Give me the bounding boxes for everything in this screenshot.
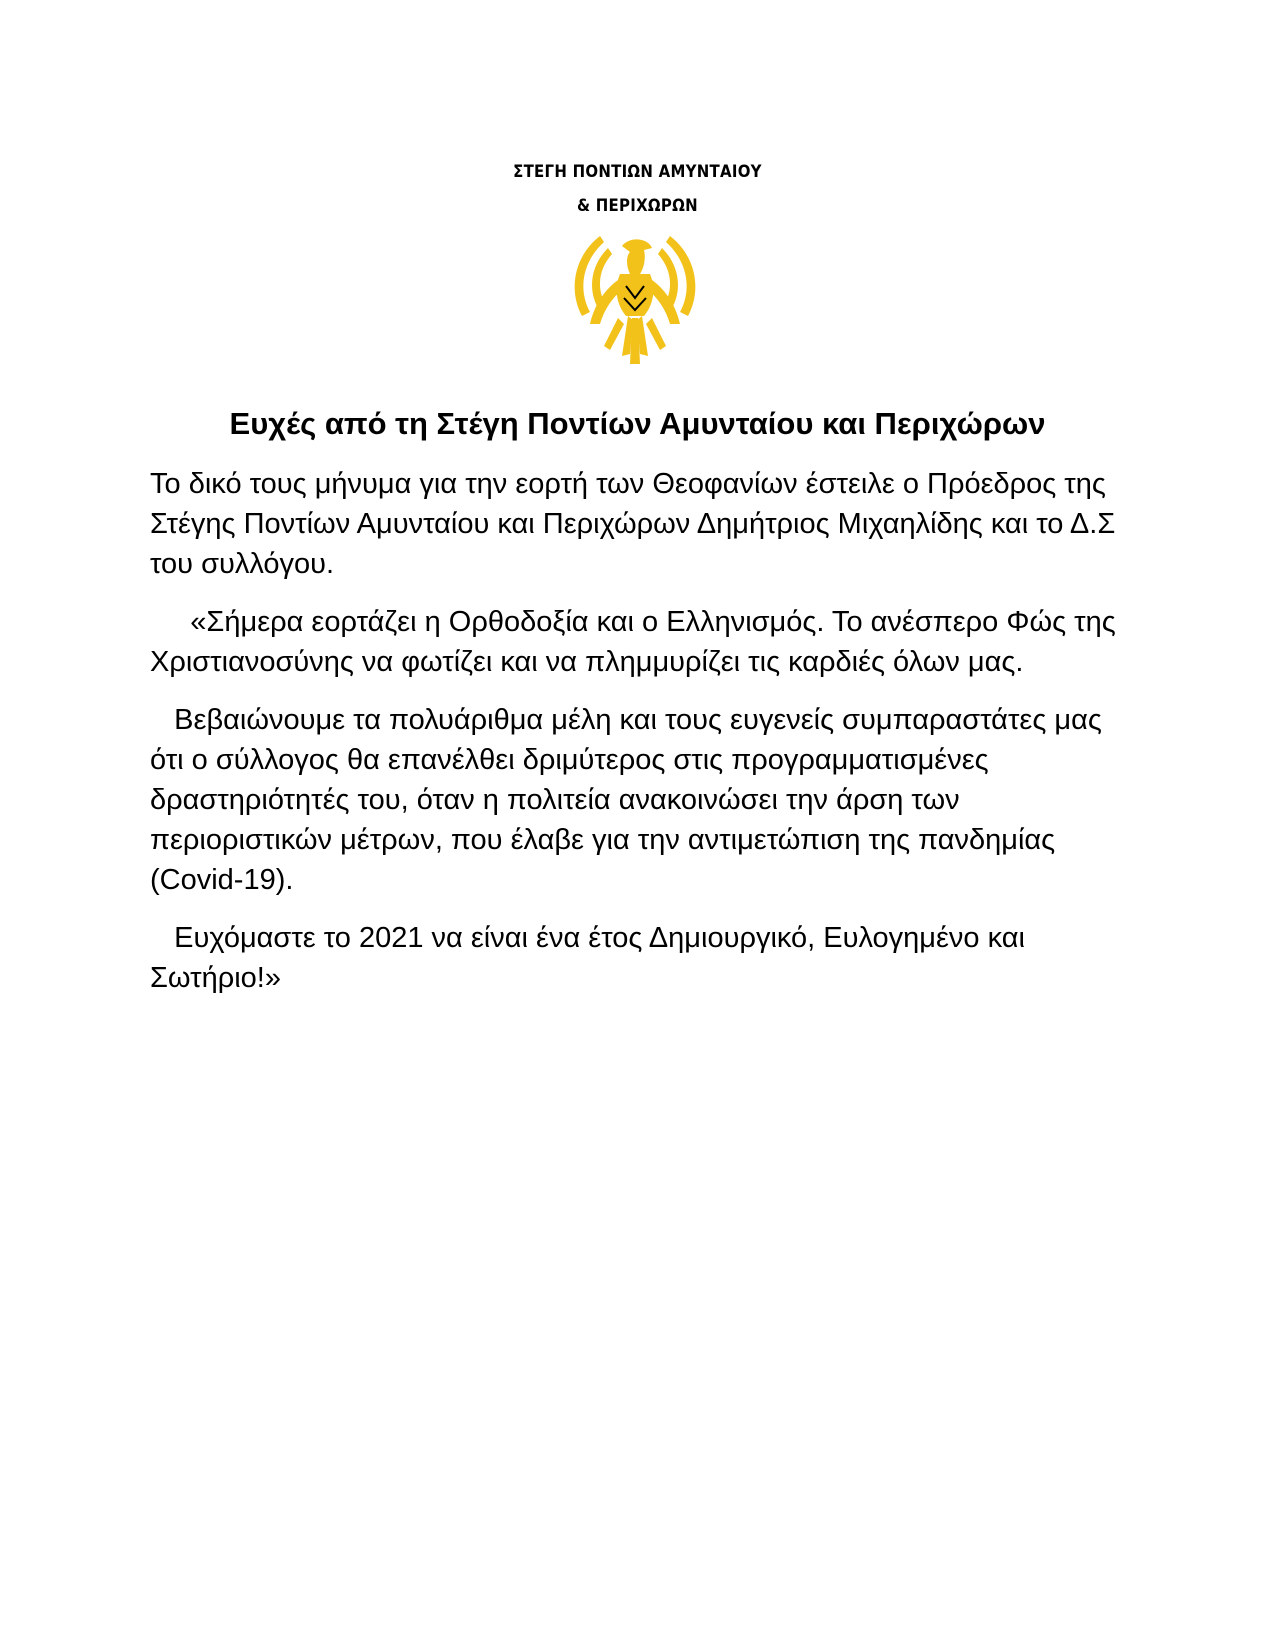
- org-name-line-1: ΣΤΕΓΗ ΠΟΝΤΙΩΝ ΑΜΥΝΤΑΙΟΥ: [513, 162, 762, 182]
- paragraph-assurance: Βεβαιώνουμε τα πολυάριθμα μέλη και τους ευγενείς συμπαραστάτες μας ότι ο σύλλογος θα επανέλθει δριμύτερος στις προγραμματισμένες δραστηριότητές του, όταν η πολιτεία ανακοινώσει την άρση των περιοριστικών μέτρων, που έλαβε για την αντιμετώπιση της πανδημίας (Covid-19).: [150, 704, 1110, 896]
- article-body: [150, 464, 1135, 1016]
- paragraph-greeting: «Σήμερα εορτάζει η Ορθοδοξία και ο Ελληνισμός. Το ανέσπερο Φώς της Χριστιανοσύνης να φωτίζει και να πλημμυρίζει τις καρδιές όλων μας.: [150, 606, 1124, 678]
- double-headed-eagle-icon: [560, 228, 710, 368]
- org-name-line-2: & ΠΕΡΙΧΩΡΩΝ: [576, 196, 698, 216]
- paragraph-wishes: Ευχόμαστε το 2021 να είναι ένα έτος Δημιουργικό, Ευλογημένο και Σωτήριο!»: [150, 922, 1034, 994]
- paragraph-intro: Το δικό τους μήνυμα για την εορτή των Θεοφανίων έστειλε ο Πρόεδρος της Στέγης Ποντίων Αμυνταίου και Περιχώρων Δημήτριος Μιχαηλίδης και το Δ.Σ του συλλόγου.: [150, 468, 1124, 580]
- article-title: Ευχές από τη Στέγη Ποντίων Αμυνταίου και Περιχώρων: [229, 406, 1046, 441]
